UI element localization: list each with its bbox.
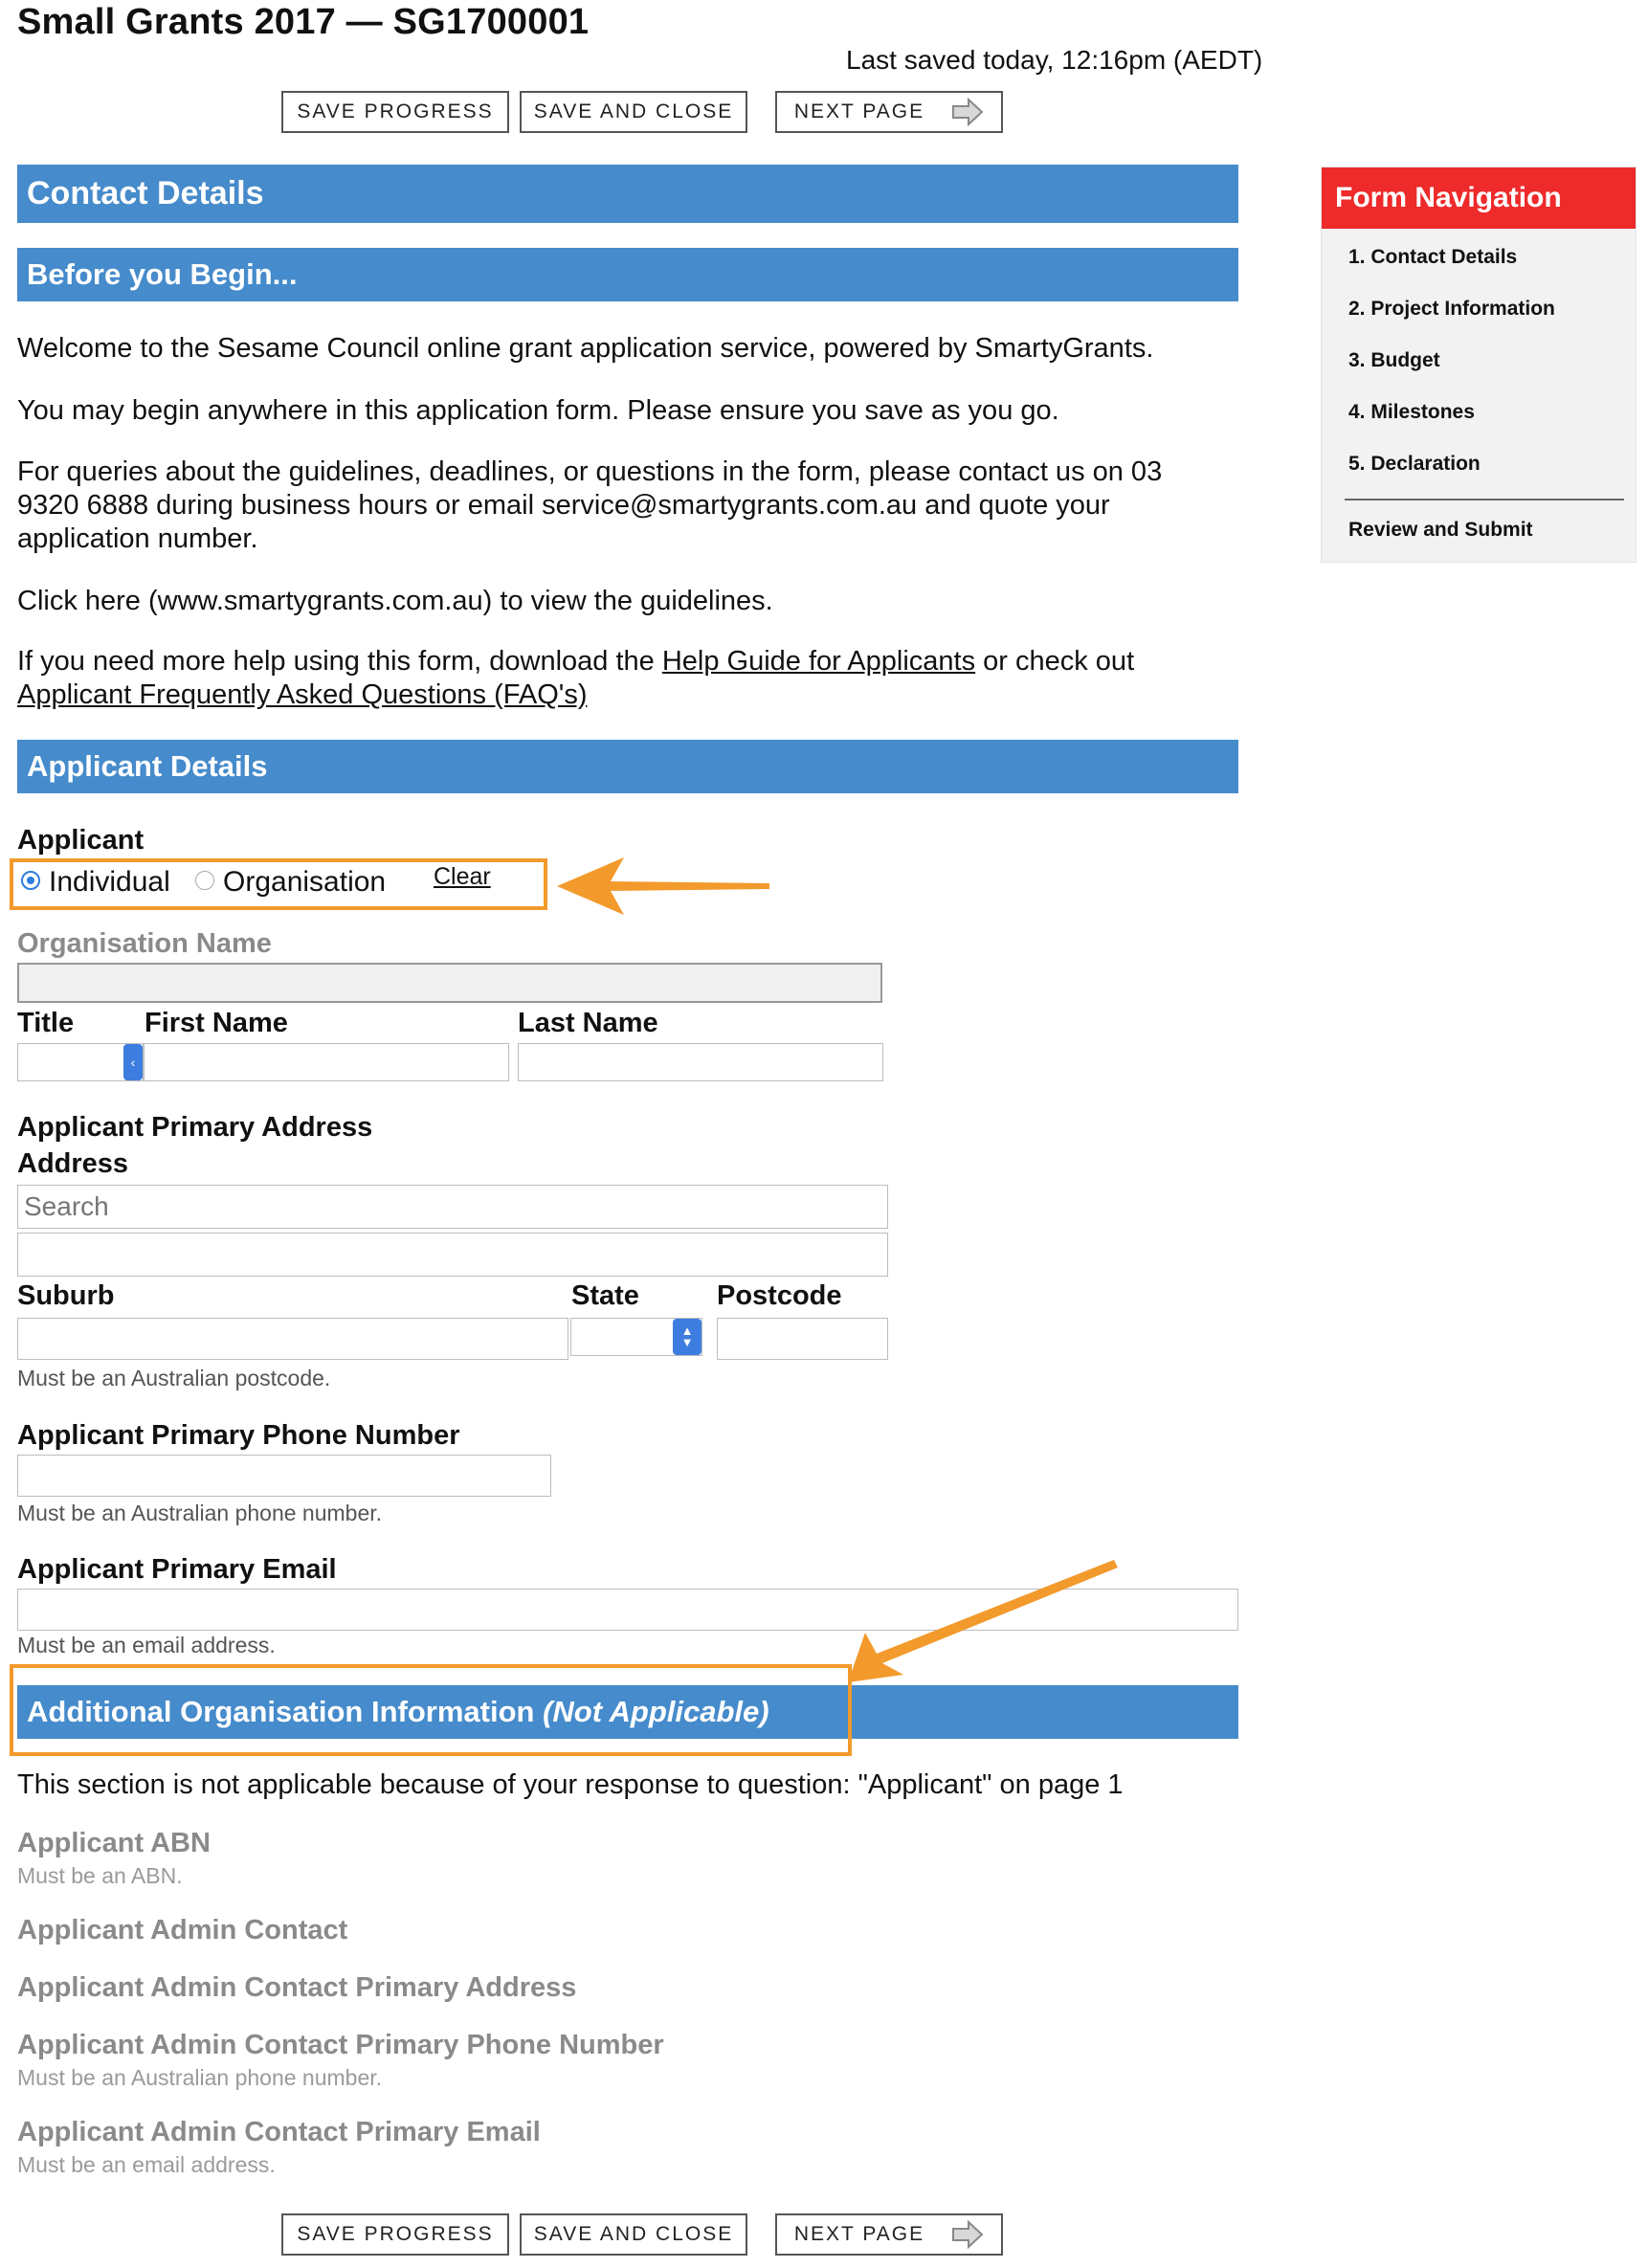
individual-radio[interactable] xyxy=(21,871,40,890)
next-page-label: NEXT PAGE xyxy=(793,100,925,122)
title-select[interactable] xyxy=(17,1043,144,1081)
next-page-label: NEXT PAGE xyxy=(793,2223,925,2245)
contact-details-title: Contact Details xyxy=(27,175,264,211)
admin-contact-label: Applicant Admin Contact xyxy=(17,1915,348,1946)
nav-item-project-information[interactable] xyxy=(1348,298,1555,321)
organisation-name-label: Organisation Name xyxy=(17,928,272,959)
postcode-hint: Must be an Australian postcode. xyxy=(17,1366,331,1390)
arrow-right-icon xyxy=(951,2220,984,2249)
before-you-begin-title: Before you Begin... xyxy=(27,257,298,291)
phone-label: Applicant Primary Phone Number xyxy=(17,1420,460,1451)
save-and-close-label: SAVE AND CLOSE xyxy=(533,100,734,122)
email-hint: Must be an email address. xyxy=(17,1633,276,1657)
nav-item-label: Project Information xyxy=(1370,298,1555,320)
save-and-close-button-bottom[interactable] xyxy=(520,2213,747,2256)
save-progress-button[interactable] xyxy=(281,91,509,133)
not-applicable-note: This section is not applicable because of your response to question: "Applicant" on page 1 xyxy=(17,1769,1124,1800)
email-label: Applicant Primary Email xyxy=(17,1554,337,1585)
applicant-details-title: Applicant Details xyxy=(27,749,268,783)
phone-hint: Must be an Australian phone number. xyxy=(17,1501,383,1525)
admin-address-label: Applicant Admin Contact Primary Address xyxy=(17,1972,577,2003)
save-progress-button-bottom[interactable] xyxy=(281,2213,509,2256)
nav-item-contact-details[interactable] xyxy=(1348,246,1517,269)
nav-item-label: Budget xyxy=(1370,349,1440,371)
select-stepper-icon: ‹ xyxy=(123,1044,143,1080)
nav-item-review-and-submit[interactable]: Review and Submit xyxy=(1348,519,1533,541)
save-and-close-button[interactable] xyxy=(520,91,747,133)
address-search-input[interactable] xyxy=(17,1185,888,1229)
abn-label: Applicant ABN xyxy=(17,1828,211,1858)
help-guide-link[interactable]: Help Guide for Applicants xyxy=(661,646,976,677)
nav-item-number: 5. xyxy=(1348,453,1366,475)
applicant-label: Applicant xyxy=(17,825,145,856)
first-name-label: First Name xyxy=(145,1008,288,1038)
form-navigation-panel xyxy=(1321,167,1637,563)
individual-radio-label[interactable]: Individual xyxy=(49,866,170,898)
admin-phone-label: Applicant Admin Contact Primary Phone Number xyxy=(17,2030,664,2060)
organisation-name-input xyxy=(17,963,882,1003)
intro-help-middle: or check out xyxy=(975,646,1135,677)
last-name-label: Last Name xyxy=(518,1008,658,1038)
address-line-input[interactable] xyxy=(17,1233,888,1277)
admin-email-label: Applicant Admin Contact Primary Email xyxy=(17,2117,541,2147)
page-title: Small Grants 2017 — SG1700001 xyxy=(17,2,590,42)
organisation-radio-label[interactable]: Organisation xyxy=(223,866,387,898)
intro-save-note: You may begin anywhere in this application form. Please ensure you save as you go. xyxy=(17,395,1059,426)
additional-org-highlight-box xyxy=(10,1664,852,1756)
next-page-button[interactable] xyxy=(775,91,1003,133)
intro-guidelines: Click here (www.smartygrants.com.au) to view the guidelines. xyxy=(17,586,773,616)
phone-input[interactable] xyxy=(17,1455,551,1497)
additional-org-title: Additional Organisation Information xyxy=(27,1695,535,1728)
admin-email-hint: Must be an email address. xyxy=(17,2152,276,2177)
nav-item-number: 1. xyxy=(1348,246,1366,268)
admin-phone-hint: Must be an Australian phone number. xyxy=(17,2065,383,2090)
nav-item-label: Declaration xyxy=(1370,453,1481,475)
organisation-radio[interactable] xyxy=(195,871,214,890)
nav-item-milestones[interactable] xyxy=(1348,401,1475,424)
faq-link[interactable]: Applicant Frequently Asked Questions (FAQ's) xyxy=(17,679,588,710)
nav-item-declaration[interactable] xyxy=(1348,453,1481,476)
postcode-input[interactable] xyxy=(717,1318,888,1360)
nav-item-label: Contact Details xyxy=(1370,246,1518,268)
nav-item-number: 4. xyxy=(1348,401,1366,423)
primary-address-label: Applicant Primary Address xyxy=(17,1112,373,1143)
arrow-right-icon xyxy=(951,98,984,126)
address-label: Address xyxy=(17,1148,129,1179)
intro-welcome: Welcome to the Sesame Council online grant application service, powered by SmartyGrants. xyxy=(17,333,1154,364)
next-page-button-bottom[interactable] xyxy=(775,2213,1003,2256)
postcode-label: Postcode xyxy=(717,1280,842,1311)
nav-item-label: Milestones xyxy=(1370,401,1475,423)
title-label: Title xyxy=(17,1008,75,1038)
not-applicable-tag: (Not Applicable) xyxy=(543,1695,769,1728)
save-progress-label: SAVE PROGRESS xyxy=(297,100,494,122)
before-you-begin-header xyxy=(17,248,1238,301)
form-navigation-title: Form Navigation xyxy=(1322,167,1636,229)
suburb-label: Suburb xyxy=(17,1280,115,1311)
nav-divider xyxy=(1345,499,1624,500)
nav-item-number: 3. xyxy=(1348,349,1366,371)
suburb-input[interactable] xyxy=(17,1318,568,1360)
clear-selection-link[interactable]: Clear xyxy=(434,863,491,890)
nav-item-budget[interactable] xyxy=(1348,349,1440,372)
abn-hint: Must be an ABN. xyxy=(17,1863,183,1888)
save-and-close-label: SAVE AND CLOSE xyxy=(533,2223,734,2245)
intro-help xyxy=(17,645,1223,712)
save-progress-label: SAVE PROGRESS xyxy=(297,2223,494,2245)
applicant-details-header xyxy=(17,740,1238,793)
state-select[interactable] xyxy=(570,1318,702,1356)
contact-details-header xyxy=(17,165,1238,223)
intro-contact-info: For queries about the guidelines, deadlines, or questions in the form, please contact us on 03 9320 6888 during business hours or email service@smartygrants.com.au and quote your application number. xyxy=(17,456,1163,554)
last-name-input[interactable] xyxy=(518,1043,883,1081)
intro-help-prefix: If you need more help using this form, download the xyxy=(17,646,662,677)
nav-item-number: 2. xyxy=(1348,298,1366,320)
last-saved-status: Last saved today, 12:16pm (AEDT) xyxy=(846,45,1263,75)
state-label: State xyxy=(571,1280,639,1311)
annotation-arrow-section xyxy=(844,1554,1122,1688)
select-updown-icon: ▲ ▼ xyxy=(673,1319,702,1355)
first-name-input[interactable] xyxy=(144,1043,509,1081)
annotation-arrow-applicant xyxy=(555,855,771,918)
